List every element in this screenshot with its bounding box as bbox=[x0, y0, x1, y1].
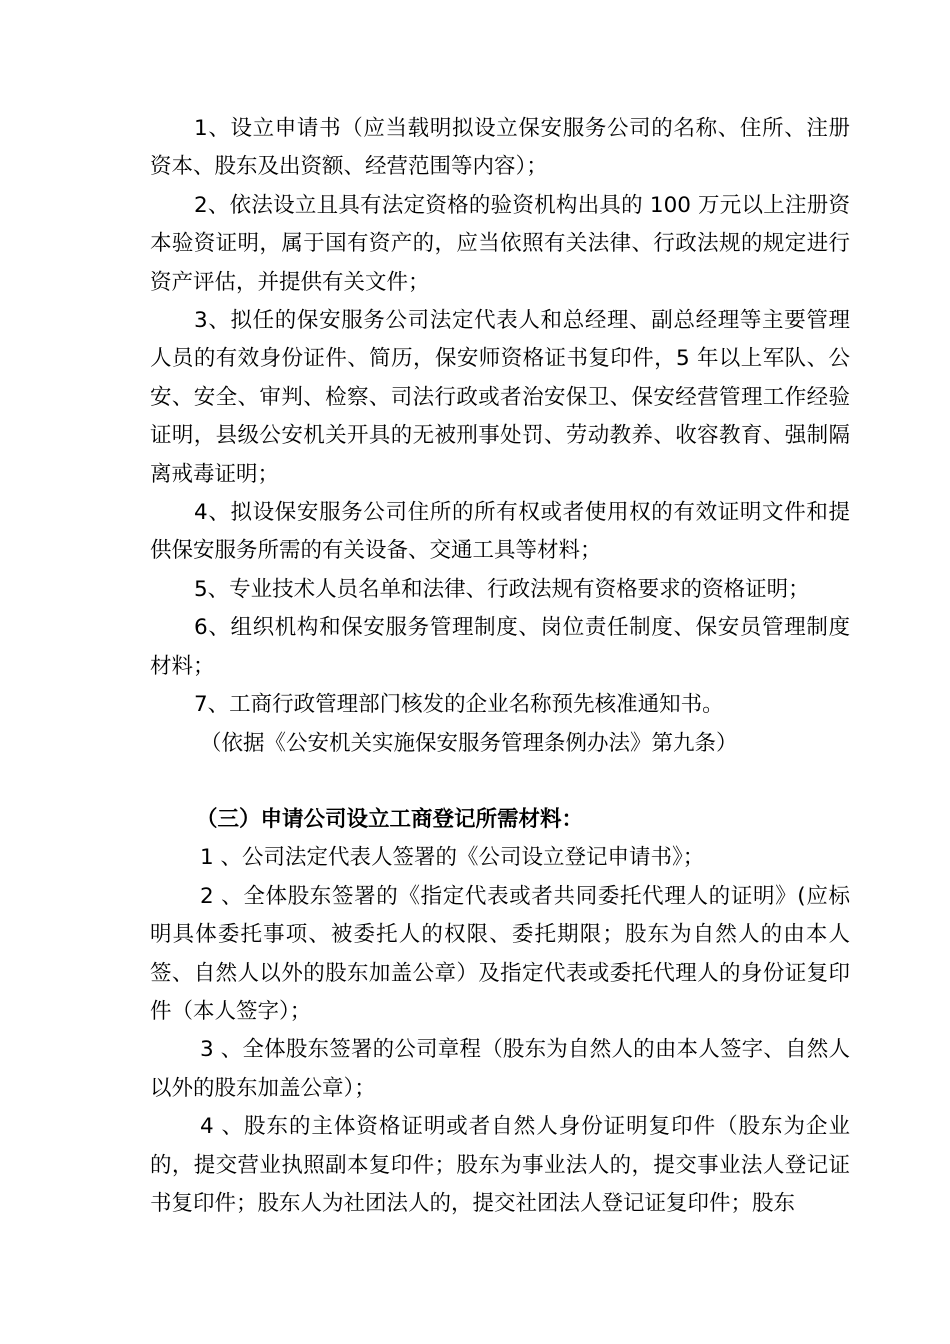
list-item-b3: 3 、全体股东签署的公司章程（股东为自然人的由本人签字、自然人以外的股东加盖公章）； bbox=[150, 1037, 850, 1101]
list-item-a1: 1、设立申请书（应当载明拟设立保安服务公司的名称、住所、注册资本、股东及出资额、经营范围等内容）； bbox=[150, 116, 850, 180]
list-item-a4: 4、拟设保安服务公司住所的所有权或者使用权的有效证明文件和提供保安服务所需的有关设备、交通工具等材料； bbox=[150, 500, 850, 564]
list-item-b4: 4 、股东的主体资格证明或者自然人身份证明复印件（股东为企业的，提交营业执照副本复印件；股东为事业法人的，提交事业法人登记证书复印件；股东人为社团法人的，提交社团法人登记证复印件；股东 bbox=[150, 1114, 850, 1216]
legal-basis-note: （依据《公安机关实施保安服务管理条例办法》第九条） bbox=[200, 730, 738, 756]
list-item-b2: 2 、全体股东签署的《指定代表或者共同委托代理人的证明》(应标明具体委托事项、被委托人的权限、委托期限；股东为自然人的由本人签、自然人以外的股东加盖公章）及指定代表或委托代理人的身份证复印件（本人签字）； bbox=[150, 883, 850, 1024]
list-item-a5: 5、专业技术人员名单和法律、行政法规有资格要求的资格证明； bbox=[194, 576, 810, 602]
list-item-a3: 3、拟任的保安服务公司法定代表人和总经理、副总经理等主要管理人员的有效身份证件、简历，保安师资格证书复印件，5 年以上军队、公安、安全、审判、检察、司法行政或者治安保卫、保安经营管理工作经验证明，县级公安机关开具的无被刑事处罚、劳动教养、收容教育、强制隔离戒毒证明； bbox=[150, 308, 850, 487]
section-title: （三）申请公司设立工商登记所需材料： bbox=[196, 806, 584, 832]
list-item-b1: 1 、公司法定代表人签署的《公司设立登记申请书》； bbox=[200, 845, 705, 871]
list-item-a6: 6、组织机构和保安服务管理制度、岗位责任制度、保安员管理制度材料； bbox=[150, 615, 850, 679]
list-item-a7: 7、工商行政管理部门核发的企业名称预先核准通知书。 bbox=[194, 692, 724, 718]
section-spacer bbox=[150, 763, 850, 801]
document-body bbox=[150, 110, 850, 1223]
list-item-a2: 2、依法设立且具有法定资格的验资机构出具的 100 万元以上注册资本验资证明，属于国有资产的，应当依照有关法律、行政法规的规定进行资产评估，并提供有关文件； bbox=[150, 192, 850, 295]
